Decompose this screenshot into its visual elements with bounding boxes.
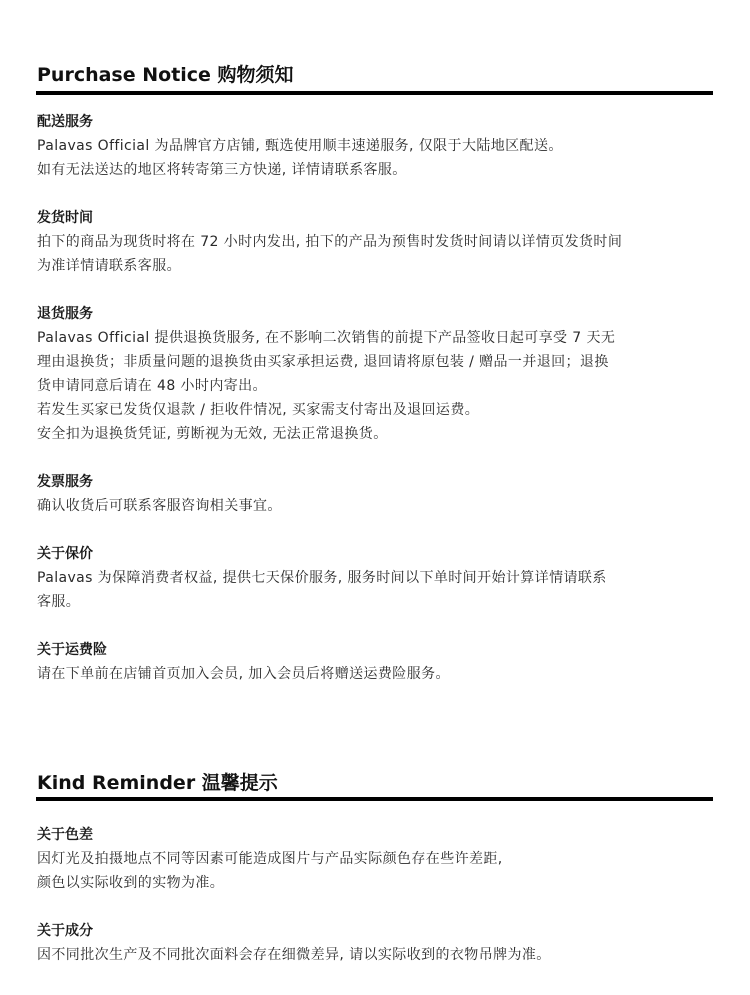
shipping-time-heading: 发货时间 bbox=[37, 210, 93, 226]
kind-reminder-title: Kind Reminder 温馨提示 bbox=[37, 772, 278, 794]
delivery-service-section bbox=[37, 110, 713, 182]
freight-insurance-heading: 关于运费险 bbox=[37, 642, 107, 658]
return-service-line: 若发生买家已发货仅退款 / 拒收件情况, 买家需支付寄出及退回运费。 bbox=[37, 402, 480, 418]
return-service-line: Palavas Official 提供退换货服务, 在不影响二次销售的前提下产品签收日起可享受 7 天无 bbox=[37, 330, 616, 346]
purchase-notice-divider bbox=[36, 91, 713, 95]
kind-reminder-divider bbox=[36, 797, 713, 801]
delivery-service-heading: 配送服务 bbox=[37, 114, 93, 130]
shipping-time-section bbox=[37, 206, 713, 278]
price-protection-section bbox=[37, 542, 713, 614]
color-difference-line: 颜色以实际收到的实物为准。 bbox=[37, 875, 225, 891]
price-protection-line: Palavas 为保障消费者权益, 提供七天保价服务, 服务时间以下单时间开始计算详情请联系 bbox=[37, 570, 607, 586]
color-difference-section bbox=[37, 823, 713, 895]
return-service-line: 货申请同意后请在 48 小时内寄出。 bbox=[37, 378, 267, 394]
freight-insurance-line: 请在下单前在店铺首页加入会员, 加入会员后将赠送运费险服务。 bbox=[37, 666, 450, 682]
composition-line: 因不同批次生产及不同批次面料会存在细微差异, 请以实际收到的衣物吊牌为准。 bbox=[37, 947, 551, 963]
return-service-heading: 退货服务 bbox=[37, 306, 93, 322]
composition-heading: 关于成分 bbox=[37, 923, 93, 939]
freight-insurance-section bbox=[37, 638, 713, 686]
shipping-time-line: 为准详情请联系客服。 bbox=[37, 258, 181, 274]
delivery-service-line: Palavas Official 为品牌官方店铺, 甄选使用顺丰速递服务, 仅限于大陆地区配送。 bbox=[37, 138, 563, 154]
color-difference-heading: 关于色差 bbox=[37, 827, 93, 843]
invoice-service-line: 确认收货后可联系客服咨询相关事宜。 bbox=[37, 498, 282, 514]
purchase-notice-title: Purchase Notice 购物须知 bbox=[37, 64, 294, 86]
composition-section bbox=[37, 919, 713, 967]
return-service-line: 安全扣为退换货凭证, 剪断视为无效, 无法正常退换货。 bbox=[37, 426, 388, 442]
shipping-time-line: 拍下的商品为现货时将在 72 小时内发出, 拍下的产品为预售时发货时间请以详情页发货时间 bbox=[37, 234, 623, 250]
return-service-section bbox=[37, 302, 713, 446]
invoice-service-section bbox=[37, 470, 713, 518]
delivery-service-line: 如有无法送达的地区将转寄第三方快递, 详情请联系客服。 bbox=[37, 162, 407, 178]
color-difference-line: 因灯光及拍摄地点不同等因素可能造成图片与产品实际颜色存在些许差距, bbox=[37, 851, 503, 867]
return-service-line: 理由退换货；非质量问题的退换货由买家承担运费, 退回请将原包装 / 赠品一并退回；退换 bbox=[37, 354, 609, 370]
price-protection-heading: 关于保价 bbox=[37, 546, 93, 562]
invoice-service-heading: 发票服务 bbox=[37, 474, 93, 490]
price-protection-line: 客服。 bbox=[37, 594, 81, 610]
